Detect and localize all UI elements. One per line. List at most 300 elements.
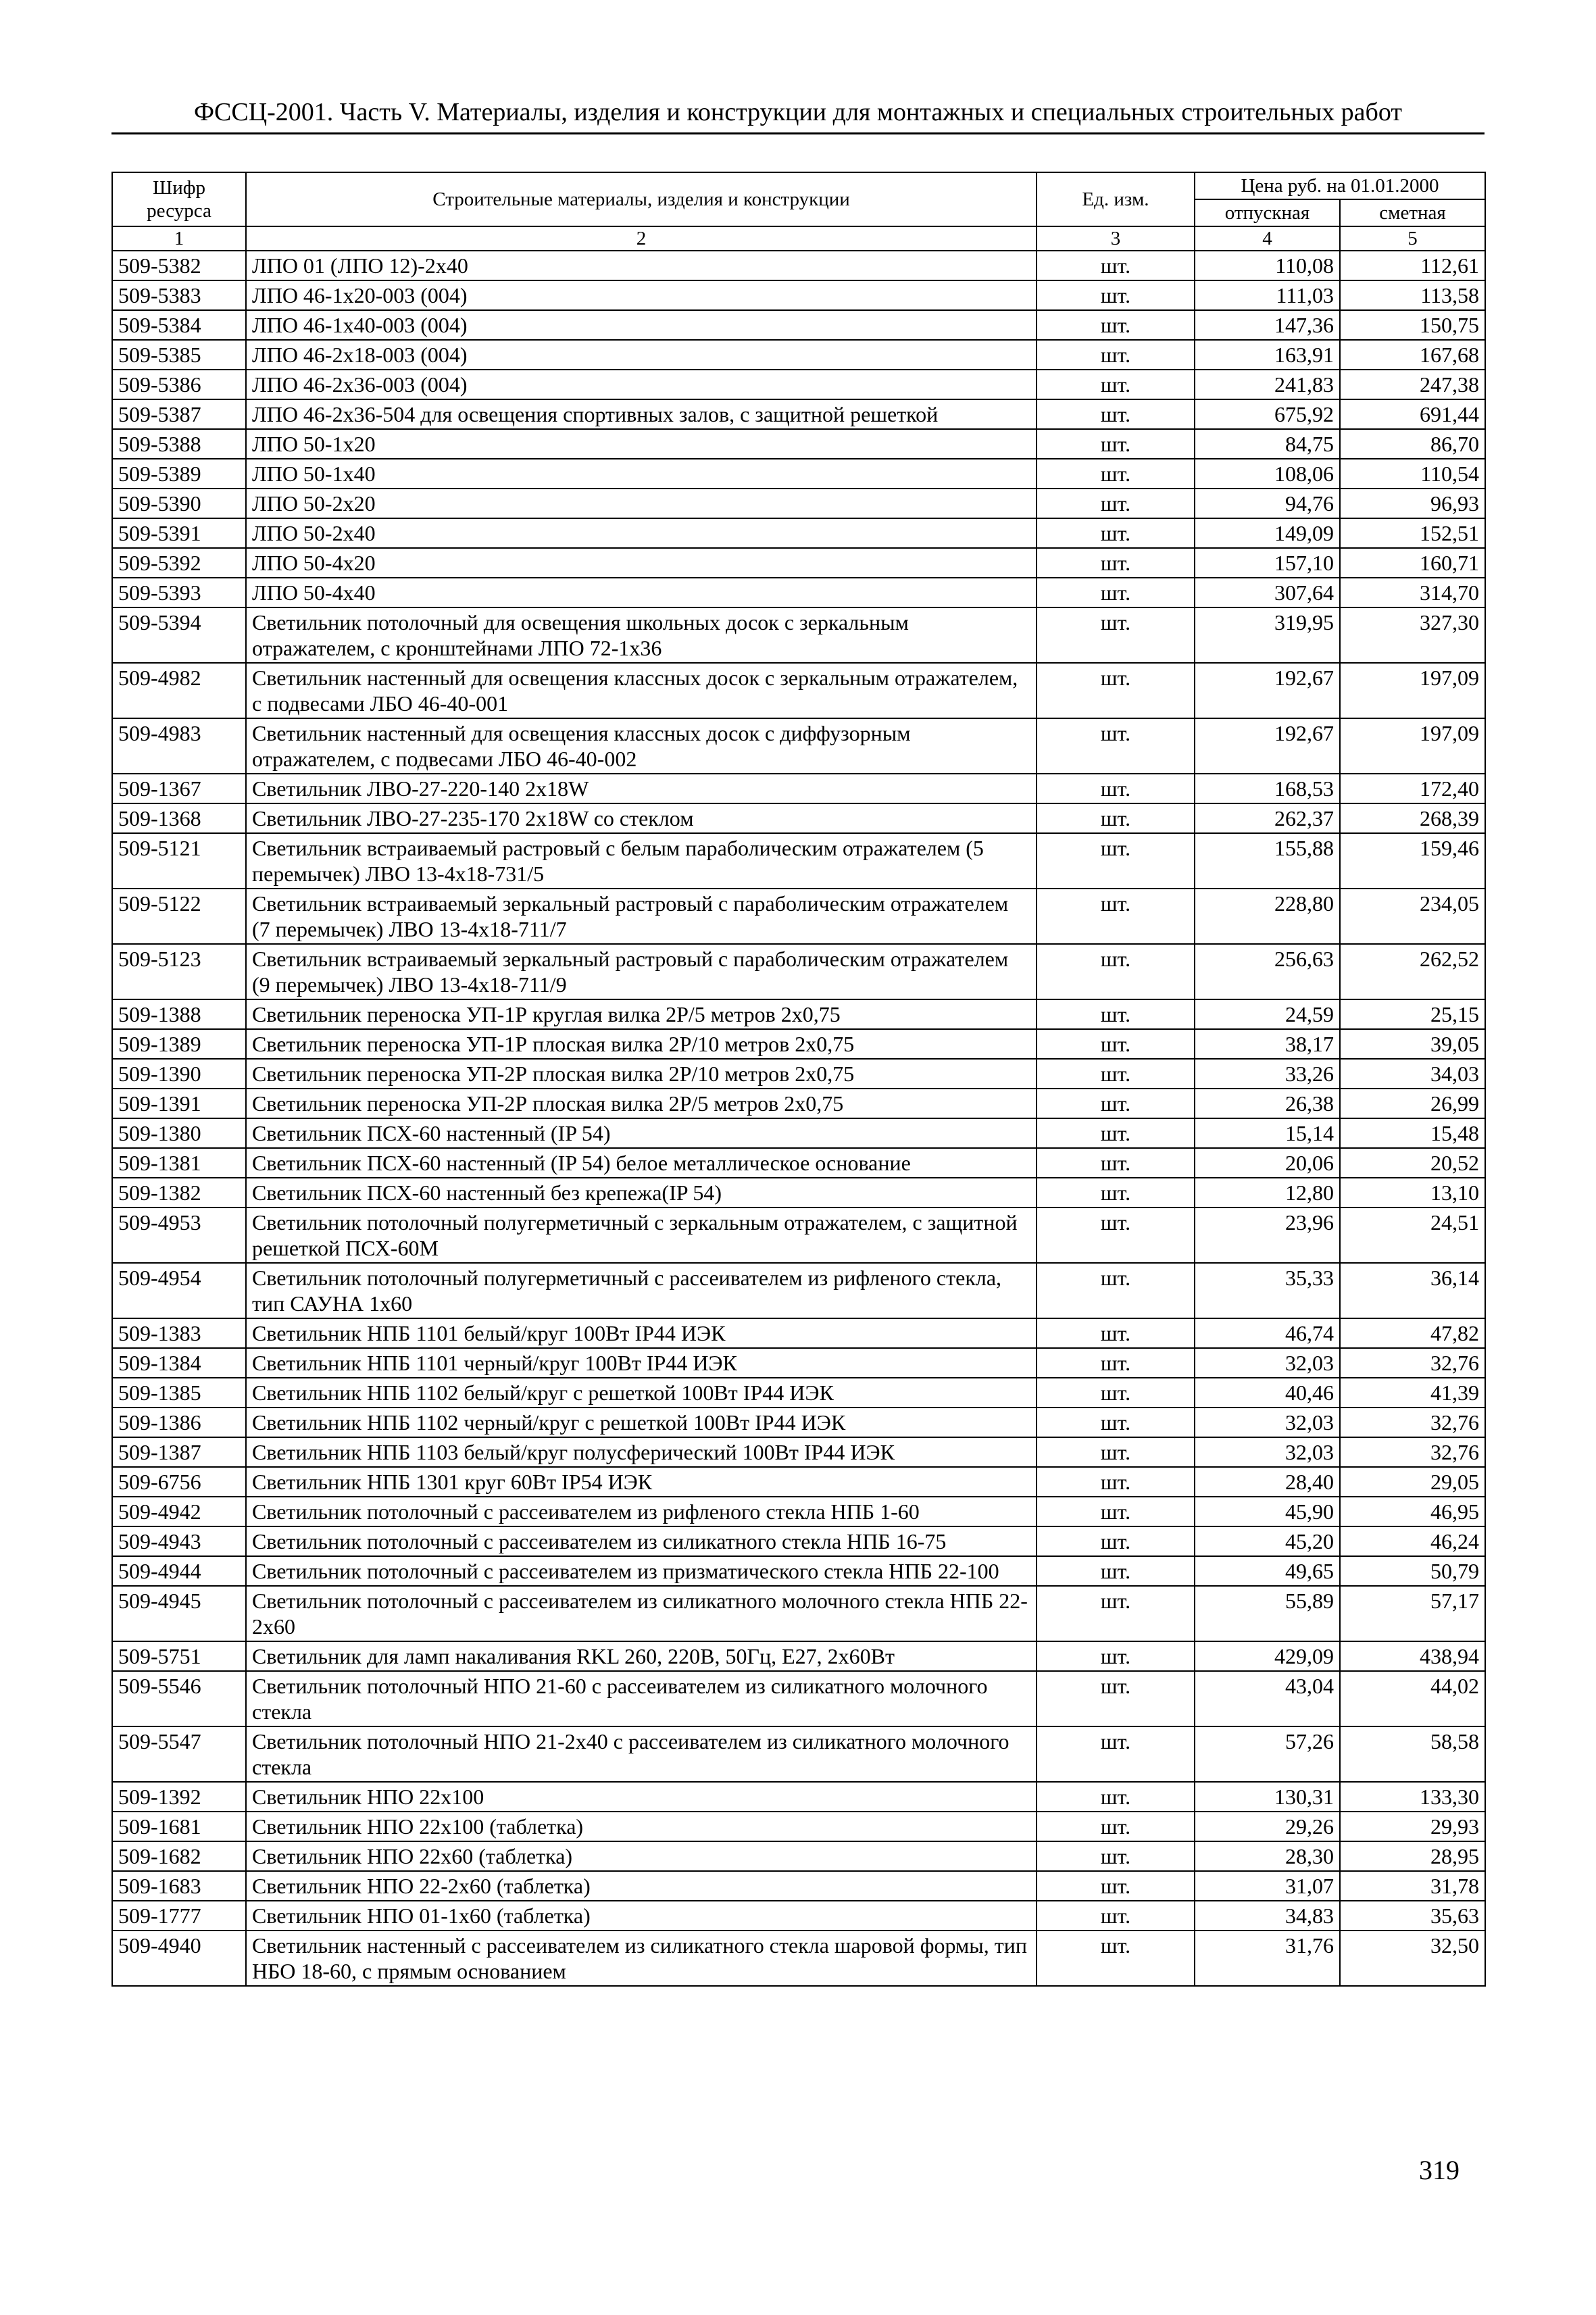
row-name: ЛПО 50-1х40 xyxy=(246,459,1037,489)
row-release-price: 24,59 xyxy=(1195,999,1340,1029)
row-release-price: 192,67 xyxy=(1195,718,1340,774)
table-row xyxy=(112,310,1485,340)
table-row xyxy=(112,399,1485,429)
row-name: ЛПО 46-1х20-003 (004) xyxy=(246,280,1037,310)
row-name: Светильник настенный для освещения классных досок с зеркальным отражателем, с подвесами ЛБО 46-40-001 xyxy=(246,663,1037,718)
row-unit: шт. xyxy=(1037,1408,1195,1437)
row-estimate-price: 152,51 xyxy=(1340,518,1485,548)
row-name: ЛПО 46-2х36-504 для освещения спортивных залов, с защитной решеткой xyxy=(246,399,1037,429)
document-title: ФССЦ-2001. Часть V. Материалы, изделия и конструкции для монтажных и специальных строительных работ xyxy=(193,98,1402,126)
row-estimate-price: 50,79 xyxy=(1340,1556,1485,1586)
row-name: Светильник ЛВО-27-220-140 2х18W xyxy=(246,774,1037,803)
row-unit: шт. xyxy=(1037,1556,1195,1586)
row-release-price: 675,92 xyxy=(1195,399,1340,429)
row-name: Светильник НПО 22х100 (таблетка) xyxy=(246,1812,1037,1841)
row-unit: шт. xyxy=(1037,1208,1195,1263)
row-estimate-price: 197,09 xyxy=(1340,718,1485,774)
row-name: Светильник встраиваемый зеркальный растровый с параболическим отражателем (9 перемычек) ЛВО 13-4х18-711/9 xyxy=(246,944,1037,999)
row-code: 509-4943 xyxy=(112,1526,246,1556)
row-unit: шт. xyxy=(1037,1782,1195,1812)
table-row xyxy=(112,944,1485,999)
row-release-price: 157,10 xyxy=(1195,548,1340,578)
row-name: Светильник НПБ 1102 белый/круг с решеткой 100Вт IP44 ИЭК xyxy=(246,1378,1037,1408)
table-row xyxy=(112,489,1485,518)
row-unit: шт. xyxy=(1037,1118,1195,1148)
row-estimate-price: 262,52 xyxy=(1340,944,1485,999)
row-release-price: 12,80 xyxy=(1195,1178,1340,1208)
row-code: 509-1385 xyxy=(112,1378,246,1408)
row-name: Светильник потолочный для освещения школьных досок с зеркальным отражателем, с кронштейнами ЛПО 72-1х36 xyxy=(246,607,1037,663)
row-name: Светильник переноска УП-1Р круглая вилка 2Р/5 метров 2х0,75 xyxy=(246,999,1037,1029)
row-code: 509-1387 xyxy=(112,1437,246,1467)
row-release-price: 111,03 xyxy=(1195,280,1340,310)
row-estimate-price: 150,75 xyxy=(1340,310,1485,340)
table-row xyxy=(112,718,1485,774)
row-name: ЛПО 01 (ЛПО 12)-2х40 xyxy=(246,251,1037,280)
row-code: 509-1777 xyxy=(112,1901,246,1931)
row-code: 509-1384 xyxy=(112,1348,246,1378)
row-unit: шт. xyxy=(1037,663,1195,718)
row-unit: шт. xyxy=(1037,429,1195,459)
row-name: Светильник НПБ 1101 белый/круг 100Вт IP44 ИЭК xyxy=(246,1318,1037,1348)
table-row xyxy=(112,1812,1485,1841)
row-unit: шт. xyxy=(1037,1378,1195,1408)
row-estimate-price: 46,24 xyxy=(1340,1526,1485,1556)
row-unit: шт. xyxy=(1037,1089,1195,1118)
row-release-price: 168,53 xyxy=(1195,774,1340,803)
row-unit: шт. xyxy=(1037,578,1195,607)
row-release-price: 84,75 xyxy=(1195,429,1340,459)
row-name: Светильник НПО 01-1х60 (таблетка) xyxy=(246,1901,1037,1931)
row-release-price: 23,96 xyxy=(1195,1208,1340,1263)
row-estimate-price: 29,93 xyxy=(1340,1812,1485,1841)
table-body xyxy=(112,251,1485,1986)
row-code: 509-1383 xyxy=(112,1318,246,1348)
table-row xyxy=(112,1782,1485,1812)
row-unit: шт. xyxy=(1037,1437,1195,1467)
row-estimate-price: 133,30 xyxy=(1340,1782,1485,1812)
table-row xyxy=(112,251,1485,280)
table-row xyxy=(112,1089,1485,1118)
row-estimate-price: 36,14 xyxy=(1340,1263,1485,1318)
row-estimate-price: 29,05 xyxy=(1340,1467,1485,1497)
table-row xyxy=(112,1931,1485,1986)
row-release-price: 33,26 xyxy=(1195,1059,1340,1089)
table-row xyxy=(112,803,1485,833)
row-name: Светильник НПО 22х100 xyxy=(246,1782,1037,1812)
row-unit: шт. xyxy=(1037,607,1195,663)
row-code: 509-1382 xyxy=(112,1178,246,1208)
row-release-price: 15,14 xyxy=(1195,1118,1340,1148)
row-code: 509-4944 xyxy=(112,1556,246,1586)
column-numbers-row xyxy=(112,226,1485,251)
row-name: Светильник настенный для освещения классных досок с диффузорным отражателем, с подвесами ЛБО 46-40-002 xyxy=(246,718,1037,774)
page-number: 319 xyxy=(1419,2155,1460,2185)
row-unit: шт. xyxy=(1037,1263,1195,1318)
table-row xyxy=(112,1497,1485,1526)
row-release-price: 155,88 xyxy=(1195,833,1340,889)
row-estimate-price: 197,09 xyxy=(1340,663,1485,718)
row-unit: шт. xyxy=(1037,459,1195,489)
col-header-unit: Ед. изм. xyxy=(1037,172,1195,226)
col-header-name: Строительные материалы, изделия и конструкции xyxy=(246,172,1037,226)
row-code: 509-4940 xyxy=(112,1931,246,1986)
row-release-price: 149,09 xyxy=(1195,518,1340,548)
row-release-price: 130,31 xyxy=(1195,1782,1340,1812)
row-unit: шт. xyxy=(1037,1318,1195,1348)
table-row xyxy=(112,1118,1485,1148)
row-estimate-price: 110,54 xyxy=(1340,459,1485,489)
table-row xyxy=(112,1901,1485,1931)
row-unit: шт. xyxy=(1037,518,1195,548)
row-name: Светильник переноска УП-1Р плоская вилка 2Р/10 метров 2х0,75 xyxy=(246,1029,1037,1059)
row-estimate-price: 159,46 xyxy=(1340,833,1485,889)
row-code: 509-5123 xyxy=(112,944,246,999)
row-unit: шт. xyxy=(1037,1148,1195,1178)
row-name: Светильник потолочный с рассеивателем из силикатного молочного стекла НПБ 22-2х60 xyxy=(246,1586,1037,1641)
row-unit: шт. xyxy=(1037,833,1195,889)
row-release-price: 38,17 xyxy=(1195,1029,1340,1059)
row-name: Светильник НПБ 1103 белый/круг полусферический 100Вт IP44 ИЭК xyxy=(246,1437,1037,1467)
row-unit: шт. xyxy=(1037,251,1195,280)
row-unit: шт. xyxy=(1037,1841,1195,1871)
row-unit: шт. xyxy=(1037,399,1195,429)
table-row xyxy=(112,1178,1485,1208)
row-release-price: 28,30 xyxy=(1195,1841,1340,1871)
row-release-price: 110,08 xyxy=(1195,251,1340,280)
row-unit: шт. xyxy=(1037,1178,1195,1208)
table-row xyxy=(112,1437,1485,1467)
row-code: 509-4983 xyxy=(112,718,246,774)
row-code: 509-5388 xyxy=(112,429,246,459)
row-name: ЛПО 50-4х40 xyxy=(246,578,1037,607)
table-row xyxy=(112,1318,1485,1348)
row-unit: шт. xyxy=(1037,1586,1195,1641)
row-code: 509-5751 xyxy=(112,1641,246,1671)
col-number: 5 xyxy=(1340,226,1485,251)
row-estimate-price: 113,58 xyxy=(1340,280,1485,310)
row-release-price: 32,03 xyxy=(1195,1437,1340,1467)
row-unit: шт. xyxy=(1037,803,1195,833)
row-release-price: 32,03 xyxy=(1195,1348,1340,1378)
row-unit: шт. xyxy=(1037,1871,1195,1901)
row-code: 509-1388 xyxy=(112,999,246,1029)
row-name: Светильник настенный с рассеивателем из силикатного стекла шаровой формы, тип НБО 18-60, с прямым основанием xyxy=(246,1931,1037,1986)
row-unit: шт. xyxy=(1037,489,1195,518)
row-code: 509-1389 xyxy=(112,1029,246,1059)
row-unit: шт. xyxy=(1037,548,1195,578)
row-name: ЛПО 50-2х20 xyxy=(246,489,1037,518)
row-code: 509-1390 xyxy=(112,1059,246,1089)
row-unit: шт. xyxy=(1037,340,1195,370)
row-code: 509-5389 xyxy=(112,459,246,489)
table-row xyxy=(112,1348,1485,1378)
row-release-price: 43,04 xyxy=(1195,1671,1340,1726)
row-unit: шт. xyxy=(1037,1029,1195,1059)
row-release-price: 31,76 xyxy=(1195,1931,1340,1986)
row-name: ЛПО 46-2х18-003 (004) xyxy=(246,340,1037,370)
table-row xyxy=(112,548,1485,578)
row-release-price: 29,26 xyxy=(1195,1812,1340,1841)
table-row xyxy=(112,607,1485,663)
row-unit: шт. xyxy=(1037,370,1195,399)
col-number: 3 xyxy=(1037,226,1195,251)
row-code: 509-5387 xyxy=(112,399,246,429)
col-number: 4 xyxy=(1195,226,1340,251)
row-estimate-price: 247,38 xyxy=(1340,370,1485,399)
row-unit: шт. xyxy=(1037,1931,1195,1986)
row-estimate-price: 39,05 xyxy=(1340,1029,1485,1059)
row-code: 509-1391 xyxy=(112,1089,246,1118)
table-row xyxy=(112,1378,1485,1408)
row-name: Светильник потолочный НПО 21-2х40 с рассеивателем из силикатного молочного стекла xyxy=(246,1726,1037,1782)
table-header xyxy=(112,172,1485,251)
col-header-release: отпускная xyxy=(1195,199,1340,226)
row-estimate-price: 58,58 xyxy=(1340,1726,1485,1782)
row-estimate-price: 13,10 xyxy=(1340,1178,1485,1208)
row-code: 509-1682 xyxy=(112,1841,246,1871)
row-name: Светильник ПСХ-60 настенный (IP 54) xyxy=(246,1118,1037,1148)
row-name: Светильник для ламп накаливания RKL 260, 220В, 50Гц, Е27, 2х60Вт xyxy=(246,1641,1037,1671)
col-header-code: Шифр ресурса xyxy=(112,172,246,226)
row-release-price: 163,91 xyxy=(1195,340,1340,370)
row-code: 509-5383 xyxy=(112,280,246,310)
row-release-price: 256,63 xyxy=(1195,944,1340,999)
row-name: Светильник потолочный НПО 21-60 с рассеивателем из силикатного молочного стекла xyxy=(246,1671,1037,1726)
row-name: Светильник НПО 22-2х60 (таблетка) xyxy=(246,1871,1037,1901)
row-code: 509-1392 xyxy=(112,1782,246,1812)
row-name: Светильник потолочный полугерметичный с зеркальным отражателем, с защитной решеткой ПСХ-60М xyxy=(246,1208,1037,1263)
row-code: 509-1381 xyxy=(112,1148,246,1178)
row-release-price: 319,95 xyxy=(1195,607,1340,663)
row-release-price: 28,40 xyxy=(1195,1467,1340,1497)
row-estimate-price: 86,70 xyxy=(1340,429,1485,459)
row-estimate-price: 167,68 xyxy=(1340,340,1485,370)
col-header-estimate: сметная xyxy=(1340,199,1485,226)
row-release-price: 147,36 xyxy=(1195,310,1340,340)
row-release-price: 192,67 xyxy=(1195,663,1340,718)
row-name: Светильник переноска УП-2Р плоская вилка 2Р/10 метров 2х0,75 xyxy=(246,1059,1037,1089)
table-row xyxy=(112,833,1485,889)
row-code: 509-4945 xyxy=(112,1586,246,1641)
row-unit: шт. xyxy=(1037,1526,1195,1556)
table-row xyxy=(112,1871,1485,1901)
row-name: Светильник ПСХ-60 настенный без крепежа(IP 54) xyxy=(246,1178,1037,1208)
row-unit: шт. xyxy=(1037,1726,1195,1782)
row-estimate-price: 32,76 xyxy=(1340,1437,1485,1467)
row-estimate-price: 28,95 xyxy=(1340,1841,1485,1871)
row-unit: шт. xyxy=(1037,1059,1195,1089)
row-name: Светильник ЛВО-27-235-170 2х18W со стеклом xyxy=(246,803,1037,833)
table-row xyxy=(112,663,1485,718)
row-release-price: 45,20 xyxy=(1195,1526,1340,1556)
col-number: 1 xyxy=(112,226,246,251)
row-code: 509-5384 xyxy=(112,310,246,340)
table-row xyxy=(112,578,1485,607)
row-code: 509-4942 xyxy=(112,1497,246,1526)
row-code: 509-5547 xyxy=(112,1726,246,1782)
row-estimate-price: 268,39 xyxy=(1340,803,1485,833)
row-release-price: 429,09 xyxy=(1195,1641,1340,1671)
table-row xyxy=(112,889,1485,944)
row-estimate-price: 47,82 xyxy=(1340,1318,1485,1348)
row-name: Светильник НПБ 1102 черный/круг с решеткой 100Вт IP44 ИЭК xyxy=(246,1408,1037,1437)
row-estimate-price: 32,76 xyxy=(1340,1408,1485,1437)
row-code: 509-5393 xyxy=(112,578,246,607)
col-header-price: Цена руб. на 01.01.2000 xyxy=(1195,172,1485,199)
row-code: 509-5394 xyxy=(112,607,246,663)
row-unit: шт. xyxy=(1037,1348,1195,1378)
row-release-price: 31,07 xyxy=(1195,1871,1340,1901)
row-name: Светильник потолочный полугерметичный с рассеивателем из рифленого стекла, тип САУНА 1х60 xyxy=(246,1263,1037,1318)
row-name: Светильник НПБ 1301 круг 60Вт IP54 ИЭК xyxy=(246,1467,1037,1497)
row-name: ЛПО 50-2х40 xyxy=(246,518,1037,548)
row-unit: шт. xyxy=(1037,280,1195,310)
table-row xyxy=(112,1841,1485,1871)
table-row xyxy=(112,340,1485,370)
row-code: 509-1681 xyxy=(112,1812,246,1841)
row-estimate-price: 35,63 xyxy=(1340,1901,1485,1931)
row-name: Светильник встраиваемый зеркальный растровый с параболическим отражателем (7 перемычек) ЛВО 13-4х18-711/7 xyxy=(246,889,1037,944)
row-release-price: 32,03 xyxy=(1195,1408,1340,1437)
table-row xyxy=(112,1059,1485,1089)
row-release-price: 45,90 xyxy=(1195,1497,1340,1526)
row-estimate-price: 20,52 xyxy=(1340,1148,1485,1178)
row-release-price: 49,65 xyxy=(1195,1556,1340,1586)
table-row xyxy=(112,370,1485,399)
table-row xyxy=(112,1526,1485,1556)
row-name: ЛПО 50-4х20 xyxy=(246,548,1037,578)
row-name: ЛПО 50-1х20 xyxy=(246,429,1037,459)
row-release-price: 40,46 xyxy=(1195,1378,1340,1408)
row-release-price: 108,06 xyxy=(1195,459,1340,489)
row-code: 509-5382 xyxy=(112,251,246,280)
row-release-price: 228,80 xyxy=(1195,889,1340,944)
table-row xyxy=(112,1586,1485,1641)
row-release-price: 94,76 xyxy=(1195,489,1340,518)
row-release-price: 46,74 xyxy=(1195,1318,1340,1348)
row-code: 509-1368 xyxy=(112,803,246,833)
row-estimate-price: 160,71 xyxy=(1340,548,1485,578)
row-unit: шт. xyxy=(1037,1671,1195,1726)
row-code: 509-5385 xyxy=(112,340,246,370)
row-estimate-price: 46,95 xyxy=(1340,1497,1485,1526)
table-row xyxy=(112,774,1485,803)
row-release-price: 262,37 xyxy=(1195,803,1340,833)
col-number: 2 xyxy=(246,226,1037,251)
row-estimate-price: 24,51 xyxy=(1340,1208,1485,1263)
row-code: 509-5386 xyxy=(112,370,246,399)
row-estimate-price: 26,99 xyxy=(1340,1089,1485,1118)
row-code: 509-4954 xyxy=(112,1263,246,1318)
table-row xyxy=(112,459,1485,489)
row-release-price: 20,06 xyxy=(1195,1148,1340,1178)
table-row xyxy=(112,1208,1485,1263)
row-release-price: 55,89 xyxy=(1195,1586,1340,1641)
row-unit: шт. xyxy=(1037,1812,1195,1841)
row-name: Светильник потолочный с рассеивателем из рифленого стекла НПБ 1-60 xyxy=(246,1497,1037,1526)
table-row xyxy=(112,1556,1485,1586)
row-name: Светильник потолочный с рассеивателем из призматического стекла НПБ 22-100 xyxy=(246,1556,1037,1586)
table-row xyxy=(112,429,1485,459)
row-name: Светильник потолочный с рассеивателем из силикатного стекла НПБ 16-75 xyxy=(246,1526,1037,1556)
row-estimate-price: 57,17 xyxy=(1340,1586,1485,1641)
price-table xyxy=(111,172,1486,1987)
row-estimate-price: 31,78 xyxy=(1340,1871,1485,1901)
row-estimate-price: 327,30 xyxy=(1340,607,1485,663)
row-estimate-price: 41,39 xyxy=(1340,1378,1485,1408)
row-name: Светильник встраиваемый растровый с белым параболическим отражателем (5 перемычек) ЛВО 13-4х18-731/5 xyxy=(246,833,1037,889)
row-code: 509-5391 xyxy=(112,518,246,548)
table-row xyxy=(112,1029,1485,1059)
row-release-price: 35,33 xyxy=(1195,1263,1340,1318)
table-row xyxy=(112,1467,1485,1497)
row-code: 509-5390 xyxy=(112,489,246,518)
table-row xyxy=(112,1726,1485,1782)
table-row xyxy=(112,1148,1485,1178)
row-code: 509-4953 xyxy=(112,1208,246,1263)
table-row xyxy=(112,1641,1485,1671)
row-estimate-price: 25,15 xyxy=(1340,999,1485,1029)
row-unit: шт. xyxy=(1037,718,1195,774)
row-estimate-price: 15,48 xyxy=(1340,1118,1485,1148)
row-estimate-price: 172,40 xyxy=(1340,774,1485,803)
row-code: 509-4982 xyxy=(112,663,246,718)
row-estimate-price: 438,94 xyxy=(1340,1641,1485,1671)
row-unit: шт. xyxy=(1037,1497,1195,1526)
row-release-price: 34,83 xyxy=(1195,1901,1340,1931)
row-estimate-price: 314,70 xyxy=(1340,578,1485,607)
row-estimate-price: 32,50 xyxy=(1340,1931,1485,1986)
row-name: Светильник ПСХ-60 настенный (IP 54) белое металлическое основание xyxy=(246,1148,1037,1178)
row-unit: шт. xyxy=(1037,999,1195,1029)
table-row xyxy=(112,518,1485,548)
table-row xyxy=(112,280,1485,310)
row-name: ЛПО 46-1х40-003 (004) xyxy=(246,310,1037,340)
row-code: 509-1367 xyxy=(112,774,246,803)
table-row xyxy=(112,1263,1485,1318)
row-code: 509-6756 xyxy=(112,1467,246,1497)
row-release-price: 241,83 xyxy=(1195,370,1340,399)
row-estimate-price: 691,44 xyxy=(1340,399,1485,429)
row-estimate-price: 96,93 xyxy=(1340,489,1485,518)
row-unit: шт. xyxy=(1037,774,1195,803)
row-release-price: 307,64 xyxy=(1195,578,1340,607)
row-estimate-price: 234,05 xyxy=(1340,889,1485,944)
row-unit: шт. xyxy=(1037,1901,1195,1931)
row-name: Светильник переноска УП-2Р плоская вилка 2Р/5 метров 2х0,75 xyxy=(246,1089,1037,1118)
row-code: 509-5392 xyxy=(112,548,246,578)
row-unit: шт. xyxy=(1037,1641,1195,1671)
row-code: 509-5121 xyxy=(112,833,246,889)
row-unit: шт. xyxy=(1037,944,1195,999)
row-code: 509-5546 xyxy=(112,1671,246,1726)
row-estimate-price: 34,03 xyxy=(1340,1059,1485,1089)
row-release-price: 26,38 xyxy=(1195,1089,1340,1118)
row-estimate-price: 32,76 xyxy=(1340,1348,1485,1378)
row-code: 509-5122 xyxy=(112,889,246,944)
row-unit: шт. xyxy=(1037,310,1195,340)
row-name: ЛПО 46-2х36-003 (004) xyxy=(246,370,1037,399)
row-name: Светильник НПБ 1101 черный/круг 100Вт IP44 ИЭК xyxy=(246,1348,1037,1378)
document-header xyxy=(111,96,1485,134)
row-code: 509-1386 xyxy=(112,1408,246,1437)
row-code: 509-1683 xyxy=(112,1871,246,1901)
row-code: 509-1380 xyxy=(112,1118,246,1148)
row-unit: шт. xyxy=(1037,889,1195,944)
table-row xyxy=(112,999,1485,1029)
table-row xyxy=(112,1671,1485,1726)
